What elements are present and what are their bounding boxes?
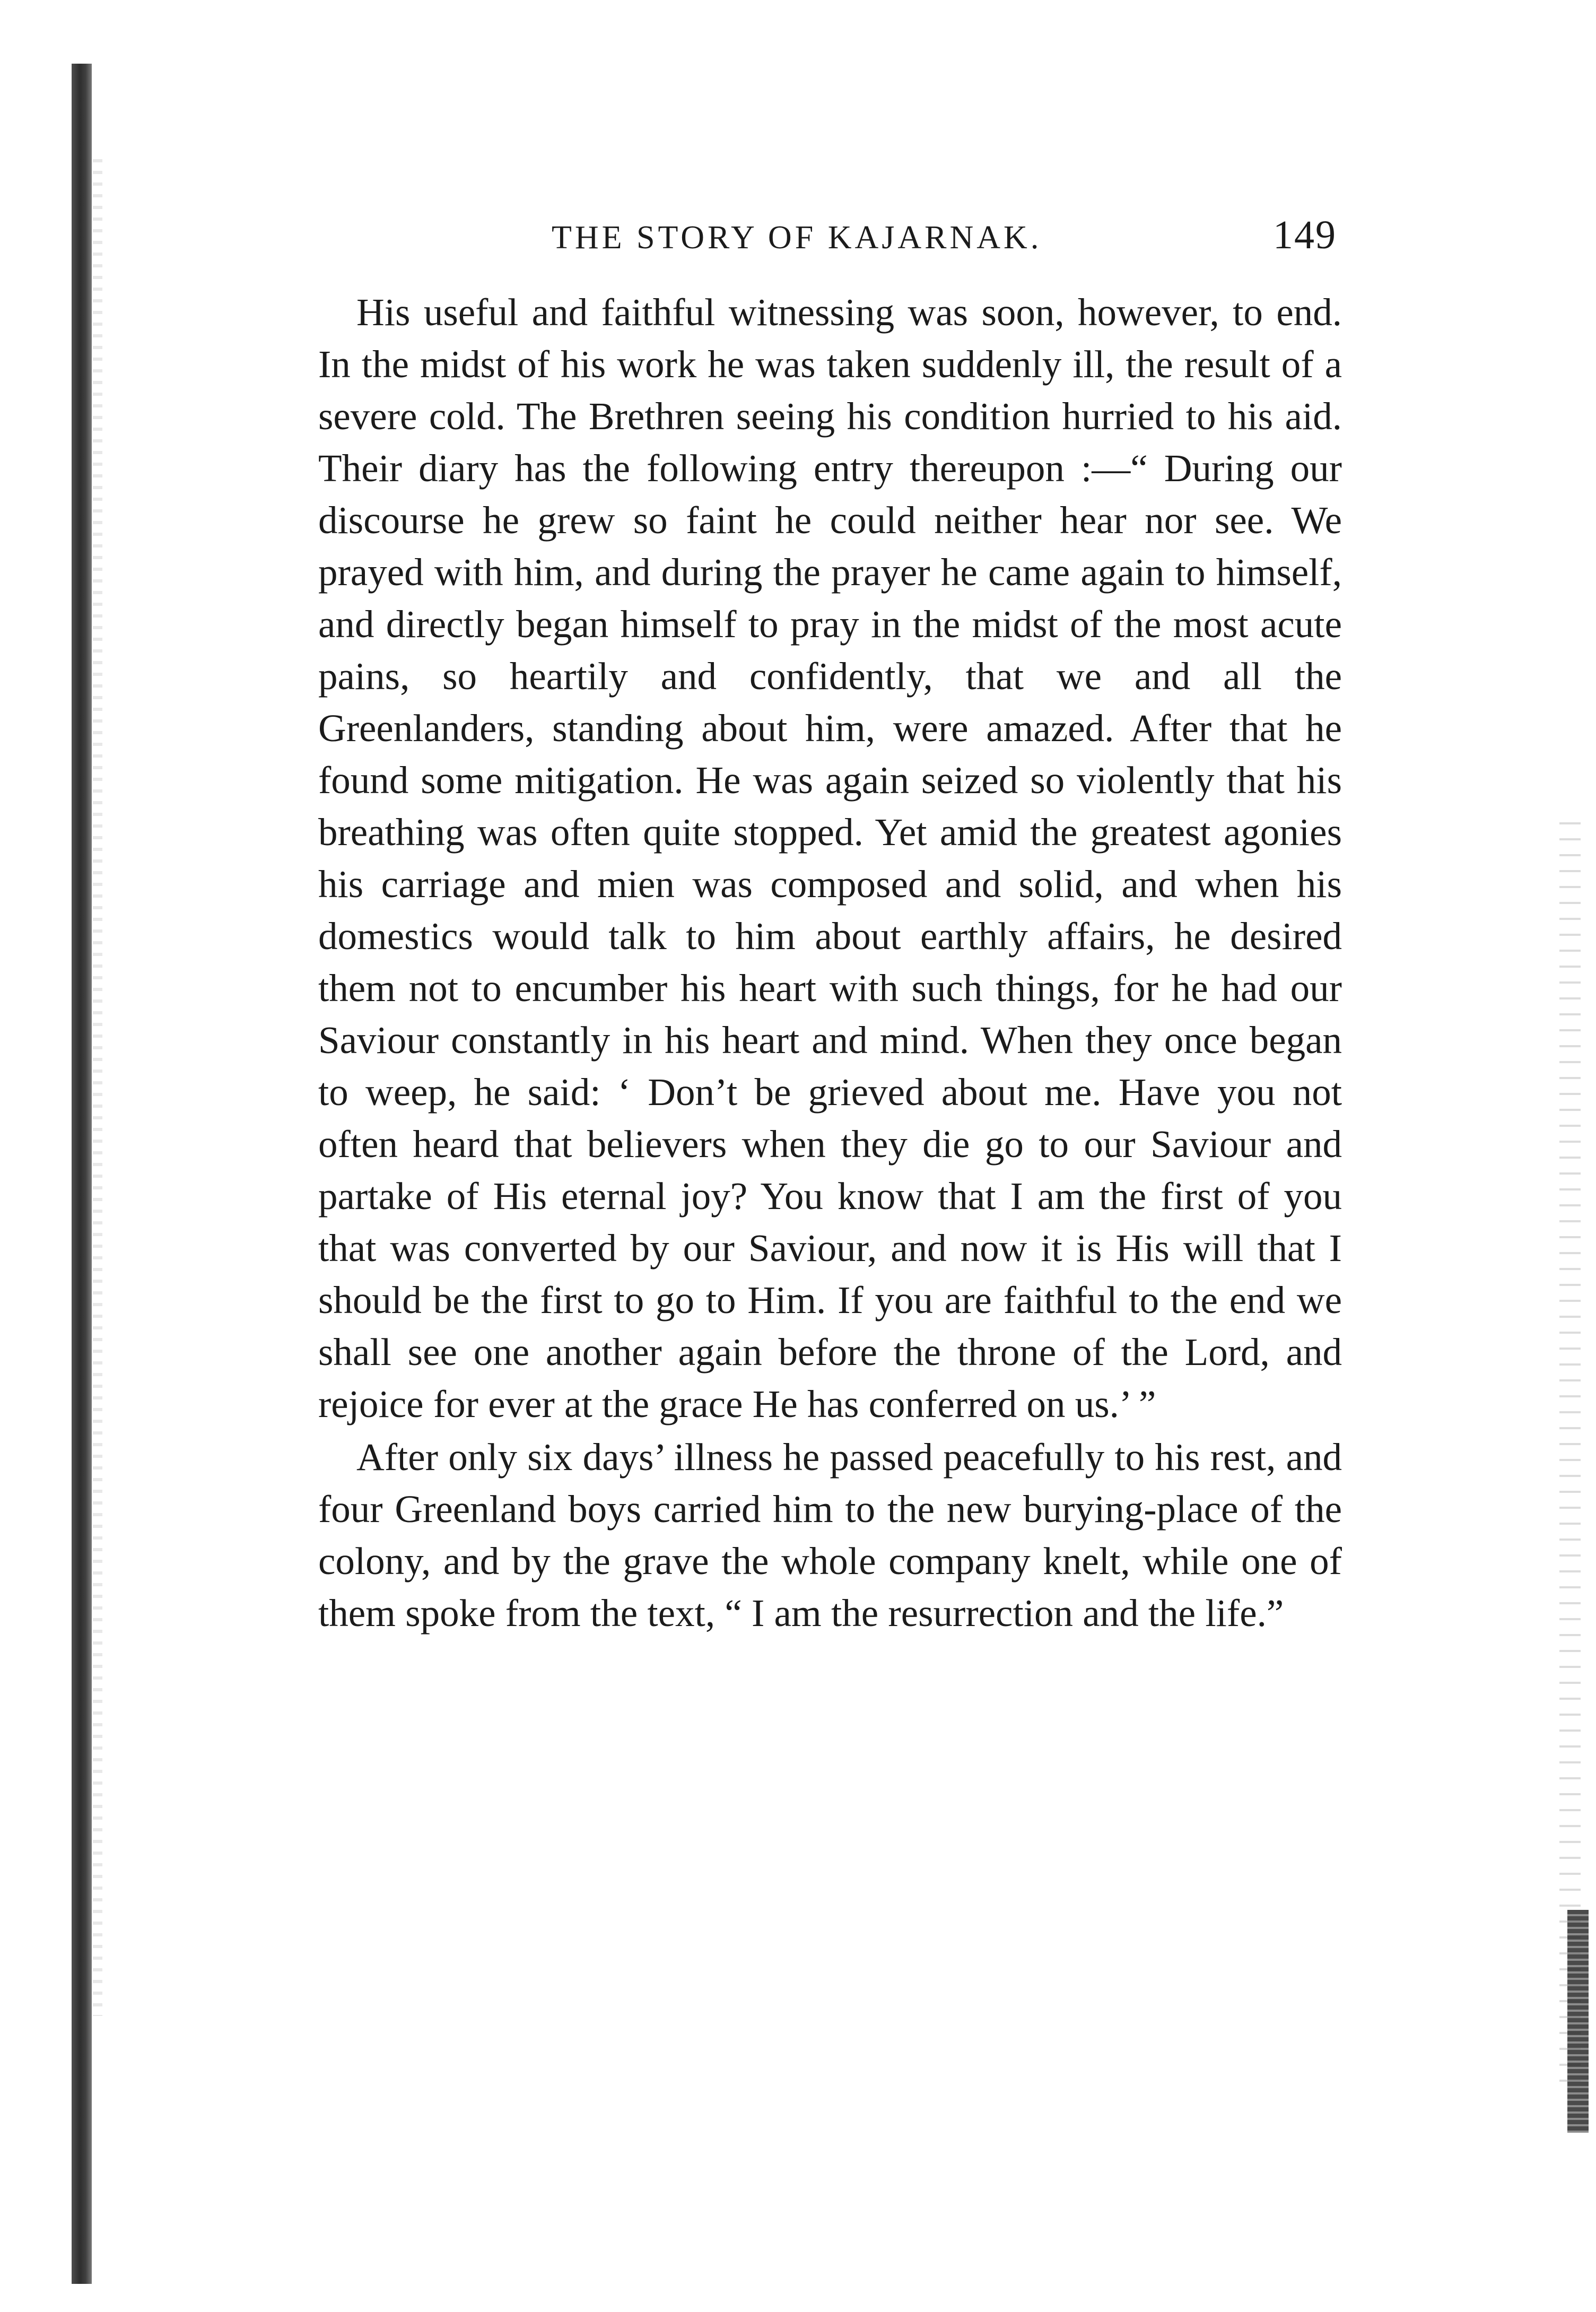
scan-edge-bar [1567, 1910, 1589, 2133]
scan-edge-marks [1559, 822, 1581, 2096]
page-binding-edge [72, 64, 92, 2284]
paragraph: After only six days’ illness he passed peacefully to his rest, and four Greenland boys carried him to the new burying-place of the colony, and by the grave the whole company knelt, while one of them spoke from the text, “ I am the resurrection and the life.” [318, 1436, 1342, 1635]
paragraph: His useful and faithful witnessing was soon, however, to end. In the midst of his work he was taken suddenly ill, the result of a severe cold. The Brethren seeing his condition hurried to his aid. Their diary has the following entry thereupon :—“ During our discourse he grew so faint he could neither hear nor see. We prayed with him, and during the prayer he came again to himself, and directly began himself to pray in the midst of the most acute pains, so heartily and confidently, that we and all the Greenlanders, standing about him, were amazed. After that he found some mitigation. He was again seized so violently that his breathing was often quite stopped. Yet amid the greatest agonies his carriage and mien was composed and solid, and when his domestics would talk to him about earthly affairs, he desired them not to encumber his heart with such things, for he had our Saviour constantly in his heart and mind. When they once began to weep, he said: ‘ Don’t be grieved about me. Have you not often heard that believers when they die go to our Saviour and partake of His eternal joy? You know that I am the first of you that was converted by our Saviour, and now it is His will that I should be the first to go to Him. If you are faithful to the end we shall see one another again before the throne of the Lord, and rejoice for ever at the grace He has conferred on us.’ ” [318, 291, 1342, 1426]
running-head-title: THE STORY OF KAJARNAK. [552, 220, 1042, 256]
running-head [318, 212, 1337, 271]
body-text [318, 286, 1342, 1639]
binding-shadow [93, 159, 102, 2016]
page-number: 149 [1273, 213, 1337, 257]
